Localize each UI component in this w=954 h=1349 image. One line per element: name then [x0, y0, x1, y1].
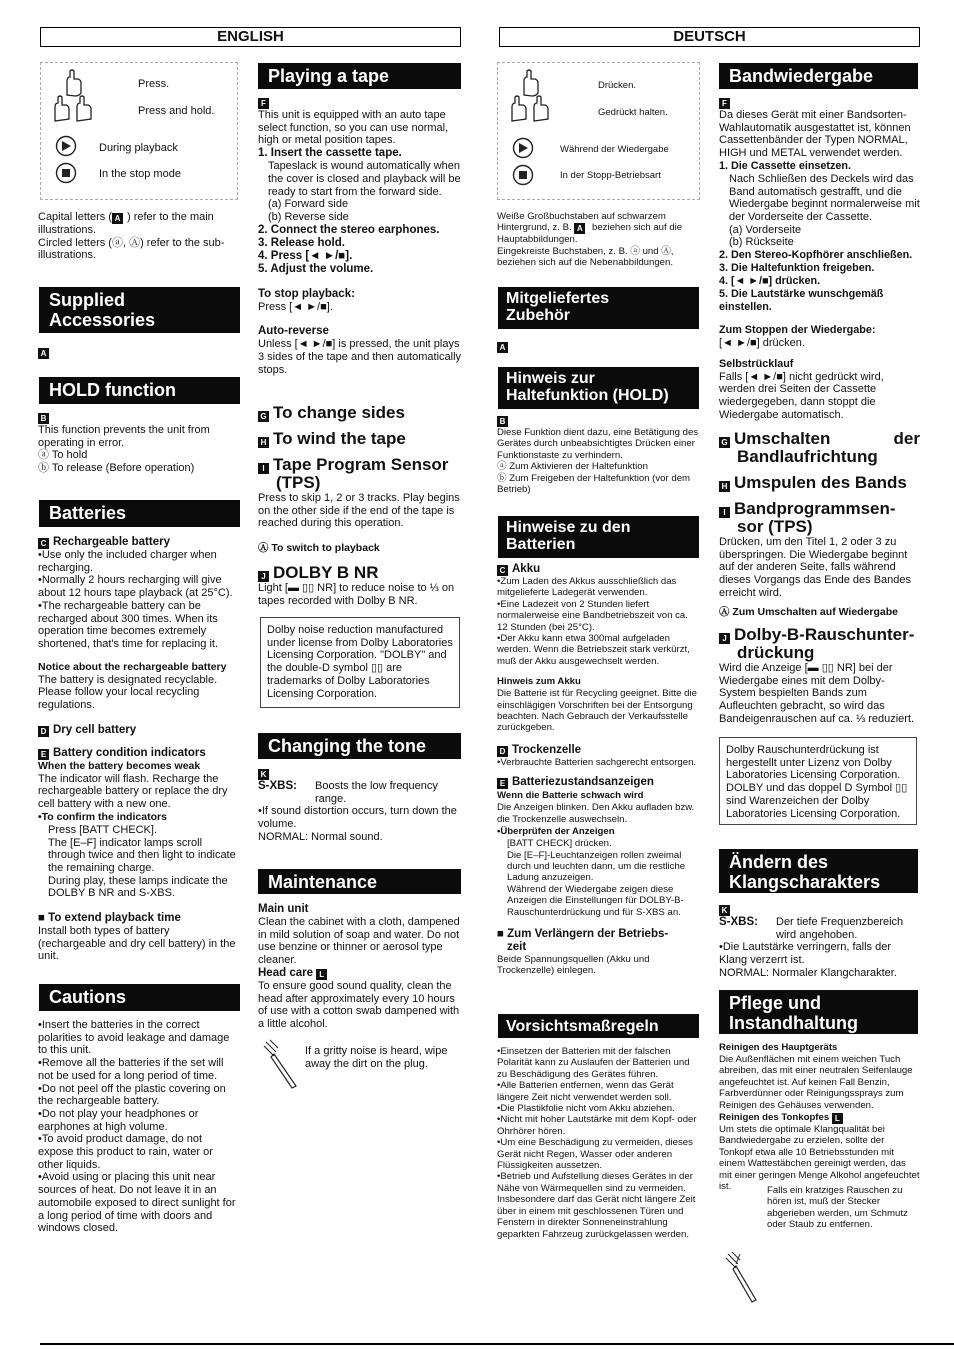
english-header: ENGLISH	[40, 27, 461, 47]
bottom-rule	[40, 1343, 954, 1345]
during-playback-icon	[55, 135, 77, 157]
legend-box-de: Drücken. Gedrückt halten. Während der Wiedergabe In der Stopp-Betriebsart	[497, 62, 700, 200]
list-item: •The rechargeable battery can be recharged about 300 times. When its operation time becomes extremely shortened, that's time for replacing it.	[38, 599, 219, 650]
batteries-section: C Rechargeable battery •Use only the included charger when recharging. •Normally 2 hours recharging will give about 12 hours tape playback (at 25°C). •The rechargeable battery can be recharged about 300 times. When its operation time becomes extremely shortened, that's time for replacing it. Notice about the rechargeable battery The battery is designated recyclable. Please follow your local recycling regulations. D Dry cell battery E Battery condition indicators When the battery becomes weak The indicator will flash. Recharge the rechargeable battery or replace the dry cell battery with a new one. •To confirm the indicators Press [BATT CHECK]. The [E–F] indicator lamps scroll through twice and then light to indicate the remaining charge. During play, these lamps indicate the DOLBY B NR and S-XBS. ■ To extend playback time Install both types of battery (rechargeable and dry cell battery) in the unit.	[38, 536, 240, 963]
list-item: •Remove all the batteries if the set will not be used for a long period of time.	[38, 1057, 224, 1082]
umschalten-heading: G Umschalten der Bandlaufrichtung	[719, 430, 920, 466]
dolby-trademark-box: Dolby noise reduction manufactured under license from Dolby Laboratories Licensing Corporation. "DOLBY" and the double-D symbol ▯▯ are trademarks of Dolby Laboratories Licensing Corporation.	[260, 617, 460, 708]
list-item: •Betrieb und Aufstellung dieses Gerätes in der Nähe von Wärmequellen sind zu vermeiden. Insbesondere darf das Gerät nicht längere Zeit über in einem mit geschlossenen Türen und Fenstern in direkter Sonneneinstrahlung geparkten Fahrzeug zurückgelassen werden.	[497, 1171, 696, 1240]
press-hold-hand-icon	[506, 95, 554, 123]
cautions-list	[38, 1019, 240, 1235]
during-playback-icon	[512, 137, 534, 159]
press-hand-icon	[59, 69, 85, 97]
dolby-trademark-box-de: Dolby Rauschunterdrückung ist hergestellt unter Lizenz von Dolby Laboratories Licensing Corporation. DOLBY und das doppel D Symbol ▯▯ sind Warenzeichen der Dolby Laboratories Licensing Corporation.	[719, 737, 917, 825]
playing-section-de: F Da dieses Gerät mit einer Bandsorten-Wahlautomatik ausgestattet ist, können Cassettenbänder der Typen NORMAL, HIGH und METAL verwendet werden. 1. Die Cassette einsetzen. Nach Schließen des Deckels wird das Band automatisch gestrafft, und die Wiedergabe beginnt normalerweise mit der Vorderseite der Cassette. (a) Vorderseite (b) Rückseite 2. Den Stereo-Kopfhörer anschließen. 3. Die Haltefunktion freigeben. 4. [◄ ►/■] drücken. 5. Die Lautstärke wunschgemäß einstellen. Zum Stoppen der Wiedergabe: [◄ ►/■] drücken. Selbstrücklauf Falls [◄ ►/■] nicht gedrückt wird, werden drei Seiten der Cassette wiedergegeben, dann stoppt die Wiedergabe automatisch.	[719, 99, 920, 421]
hinweise-batterien-header: Hinweise zu den Batterien	[498, 516, 699, 558]
list-item: •Do not play your headphones or earphones at high volume.	[38, 1107, 199, 1133]
list-item: •Alle Batterien entfernen, wenn das Gerät längere Zeit nicht verwendet werden soll.	[497, 1080, 674, 1103]
maintenance-header: Maintenance	[258, 869, 461, 894]
hold-section: B This function prevents the unit from operating in error. ⓐ To hold ⓑ To release (Before operation)	[38, 414, 210, 475]
list-item: •Um eine Beschädigung zu vermeiden, dieses Gerät nicht Regen, Wasser oder anderen Flüssigkeiten aussetzen.	[497, 1137, 693, 1172]
list-item: •Do not peel off the plastic covering on the rechargeable battery.	[38, 1082, 226, 1108]
batteries-section-de: C Akku •Zum Laden des Akkus ausschließlich das mitgelieferte Ladegerät verwenden. •Eine Ladezeit von 2 Stunden liefert normalerweise eine Bandbetriebszeit von ca. 12 Stunden (bei 25°C). •Der Akku kann etwa 300mal aufgeladen werden. Wenn die Betriebszeit stark verkürzt, muß der Akku ausgewechselt werden. Hinweis zum Akku Die Batterie ist für Recycling geeignet. Bitte die einschlägigen Vorschriften bei der Entsorgung beachten. Nach Gebrauch der Verkaufsstelle zurückgeben. D Trockenzelle •Verbrauchte Batterien sachgerecht entsorgen. E Batteriezustandsanzeigen Wenn die Batterie schwach wird Die Anzeigen blinken. Den Akku aufladen bzw. die Trockenzelle auswechseln. •Überprüfen der Anzeigen [BATT CHECK] drücken. Die [E–F]-Leuchtanzeigen rollen zweimal durch und leuchten dann, um die restliche Ladung anzuzeigen. Während der Wiedergabe zeigen diese Anzeigen die Einstellungen für DOLBY-B-Rauschunterdrückung und für S-XBS an. ■ Zum Verlängern der Betriebs- zeit Beide Spannungsquellen (Akku und Trockenzelle) einlegen.	[497, 563, 701, 977]
pflege-header: Pflege und Instandhaltung	[719, 990, 918, 1034]
changing-tone-header: Changing the tone	[258, 733, 461, 759]
list-item: •Zum Laden des Akkus ausschließlich das mitgelieferte Ladegerät verwenden.	[497, 576, 677, 599]
dolby-section-de: J Dolby-B-Rauschunter- drückung Wird die Anzeige [▬ ▯▯ NR] bei der Wiedergabe eines mit dem Dolby-System bespielten Bands zum Aufleuchten gebracht, so wird das Bandeigenrauschen auf ca. ⅓ reduziert.	[719, 625, 915, 725]
list-item: •Der Akku kann etwa 300mal aufgeladen werden. Wenn die Betriebszeit stark verkürzt, muß der Akku ausgewechselt werden.	[497, 633, 690, 667]
cautions-header: Cautions	[39, 984, 240, 1011]
maintenance-section-de: Reinigen des Hauptgeräts Die Außenflächen mit einem weichen Tuch abreiben, das mit einer neutralen Seifenlauge angefeuchtet ist. Auf keinen Fall Benzin, Farbverdünner oder Reinigungssprays zum Reinigen des Gehäuses verwenden. Reinigen des Tonkopfes L Um stets die optimale Klangqualität bei Bandwiedergabe zu erzielen, sollte der Tonkopf etwa alle 10 Betriebsstunden mit einem Wattestäbchen gereinigt werden, das mit einer geringen Menge Alkohol angefeuchtet ist.	[719, 1042, 920, 1193]
list-item: •Avoid using or placing this unit near sources of heat. Do not leave it in an automobile exposed to direct sunlight for a long period of time with doors and windows closed.	[38, 1171, 236, 1235]
deutsch-header: DEUTSCH	[499, 27, 920, 47]
umspulen-heading: H Umspulen des Bands	[719, 474, 920, 492]
dolby-section: J DOLBY B NR Light [▬ ▯▯ NR] to reduce noise to ⅓ on tapes recorded with Dolby B NR.	[258, 563, 455, 607]
list-item: •To avoid product damage, do not expose this product to rain, water or other liquids.	[38, 1133, 213, 1171]
legend-notes-de: Weiße Großbuchstaben auf schwarzem Hintergrund, z. B. A beziehen sich auf die Hauptabbildungen. Eingekreiste Buchstaben, z. B. ⓐ und Ⓐ, beziehen sich auf die Nebenabbildungen.	[497, 211, 683, 269]
list-item: •Die Plastikfolie nicht vom Akku abziehen.	[497, 1103, 675, 1115]
list-item: •Eine Ladezeit von 2 Stunden liefert normalerweise eine Bandbetriebszeit von ca. 12 Stunden (bei 25°C).	[497, 598, 688, 633]
legend-box: Press. Press and hold. During playback In the stop mode	[40, 62, 238, 200]
cotton-swab-icon	[722, 1250, 766, 1304]
list-item: •Insert the batteries in the correct polarities to avoid leakage and damage to this unit.	[38, 1019, 230, 1057]
press-hold-hand-icon	[49, 95, 97, 123]
playing-a-tape-header: Playing a tape	[258, 63, 461, 89]
change-sides-heading: G To change sides	[258, 404, 463, 422]
tps-section-de: I Bandprogrammsen- sor (TPS) Drücken, um den Titel 1, 2 oder 3 zu überspringen. Die Wiedergabe beginnt auf der anderen Seite, falls während dieses Vorgangs das Ende des Bandes erreicht wird. Ⓐ Zum Umschalten auf Wiedergabe	[719, 499, 912, 618]
tps-section: I Tape Program Sensor (TPS) Press to skip 1, 2 or 3 tracks. Play begins on the other side if the end of the tape is reached during this operation. Ⓐ To switch to playback	[258, 455, 460, 555]
list-item: •Einsetzen der Batterien mit der falschen Polarität kann zu Auslaufen der Batterien und zu Beschädigung des Gerätes führen.	[497, 1046, 690, 1080]
klangscharakter-header: Ändern des Klangscharakters	[719, 849, 918, 893]
batteries-header: Batteries	[39, 500, 240, 527]
tone-section-de: K S-XBS: Der tiefe Frequenzbereich wird angehoben. •Die Lautstärke verringern, falls der Klang verzerrt ist. NORMAL: Normaler Klangcharakter.	[719, 906, 904, 979]
hold-function-header: HOLD function	[39, 377, 240, 404]
cotton-swab-icon	[262, 1038, 302, 1090]
press-hand-icon	[516, 69, 542, 97]
vorsichtsmassregeln-header: Vorsichtsmaßregeln	[498, 1014, 699, 1038]
bandwiedergabe-header: Bandwiedergabe	[719, 63, 918, 89]
wind-tape-heading: H To wind the tape	[258, 430, 463, 448]
mitgeliefertes-zubehoer-header: Mitgeliefertes Zubehör	[498, 287, 699, 329]
hold-section-de: B Diese Funktion dient dazu, eine Betätigung des Gerätes durch unbeabsichtigtes Drücken einer Funktionstaste zu verhindern. ⓐ Zum Aktivieren der Haltefunktion ⓑ Zum Freigeben der Haltefunktion (vor dem Betrieb)	[497, 417, 699, 496]
playing-section: F This unit is equipped with an auto tape select function, so you can use normal, high or metal position tapes. 1. Insert the cassette tape. Tapeslack is wound automatically when the cover is closed and playback will be ready to start from the forward side. (a) Forward side (b) Reverse side 2. Connect the stereo earphones. 3. Release hold. 4. Press [◄ ►/■]. 5. Adjust the volume. To stop playback: Press [◄ ►/■]. Auto-reverse Unless [◄ ►/■] is pressed, the unit plays 3 sides of the tape and then automatically stops.	[258, 99, 462, 376]
tone-section: K S-XBS: Boosts the low frequency range. •If sound distortion occurs, turn down the volume. NORMAL: Normal sound.	[258, 770, 457, 843]
maintenance-section: Main unit Clean the cabinet with a cloth, dampened in mild solution of soap and water. Do not use benzine or thinner or aerosol type cleaner. Head care L To ensure good sound quality, clean the head after approximately every 10 hours of use with a cotton swab dampened with a little alcohol.	[258, 903, 460, 1030]
list-item: •Normally 2 hours recharging will give about 12 hours tape playback (at 25°C).	[38, 574, 233, 600]
list-item: •Nicht mit hoher Lautstärke mit dem Kopf- oder Ohrhörer hören.	[497, 1114, 697, 1137]
list-item: •Use only the included charger when recharging.	[38, 549, 217, 574]
stop-mode-icon	[55, 162, 77, 184]
haltefunktion-header: Hinweis zur Haltefunktion (HOLD)	[498, 367, 699, 409]
cautions-list-de	[497, 1046, 701, 1240]
stop-mode-icon	[512, 164, 534, 186]
legend-notes: Capital letters ( A ) refer to the main illustrations. Circled letters (ⓐ, Ⓐ) refer to the sub-illustrations.	[38, 211, 225, 262]
supplied-accessories-header: Supplied Accessories	[39, 287, 240, 333]
